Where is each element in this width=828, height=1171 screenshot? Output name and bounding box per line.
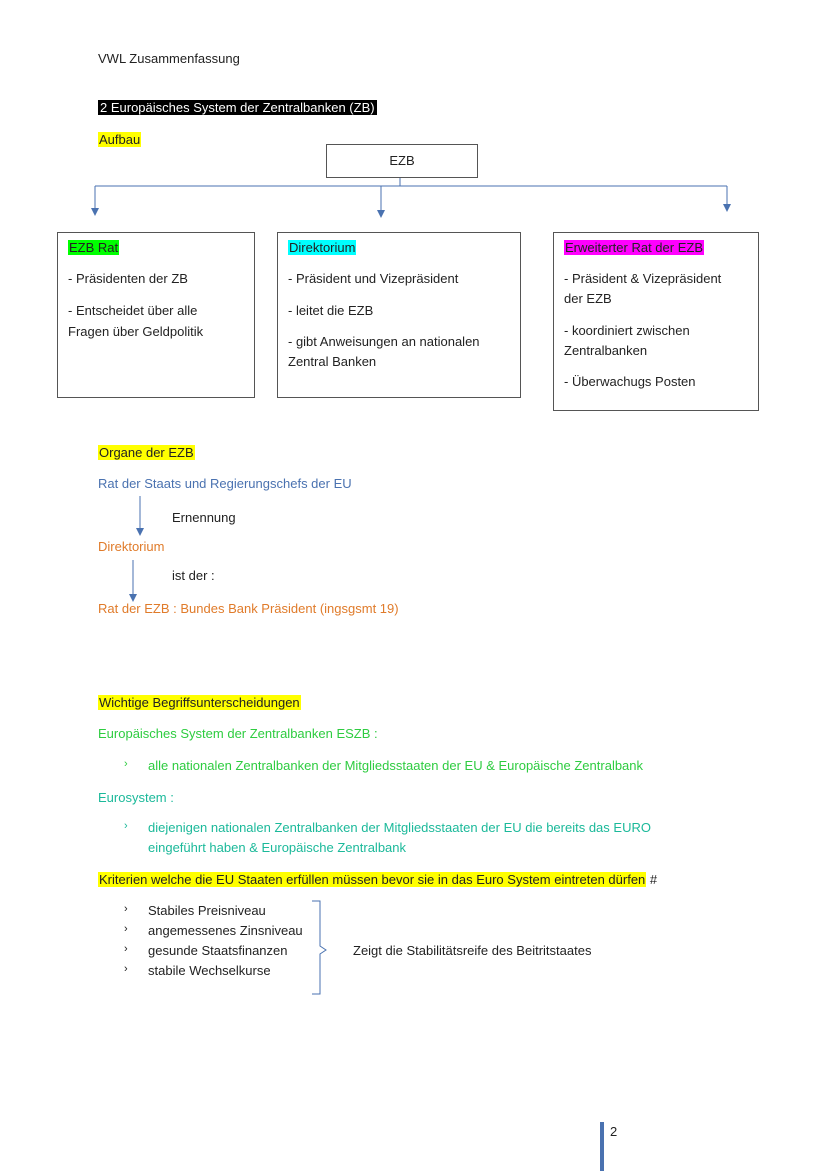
bullet-icon: ›	[124, 923, 128, 935]
page-number: 2	[610, 1124, 618, 1139]
page-number-bar	[600, 1122, 604, 1171]
kriterien-item: Stabiles Preisniveau	[148, 903, 266, 918]
kriterien-label	[98, 871, 657, 889]
begriffe-label-text: Wichtige Begriffsunterscheidungen	[99, 695, 300, 710]
kriterien-label-text: Kriterien welche die EU Staaten erfüllen müssen bevor sie in das Euro System eintreten dürfen	[99, 872, 646, 887]
org-box-line: Zentral Banken	[288, 354, 377, 369]
org-box-line: Fragen über Geldpolitik	[68, 324, 204, 339]
org-box-line: Zentralbanken	[564, 343, 648, 358]
organe-label-text: Organe der EZB	[99, 445, 194, 460]
org-box-line: - Überwachugs Posten	[564, 374, 696, 389]
bullet-icon: ›	[124, 758, 128, 770]
arrow-down-icon	[377, 210, 385, 218]
kriterien-item: stabile Wechselkurse	[148, 963, 271, 978]
arrow-down-icon	[136, 528, 144, 536]
kriterien-suffix: #	[649, 872, 658, 887]
org-box-ezb-rat	[57, 232, 255, 398]
bullet-icon: ›	[124, 963, 128, 975]
arrow-down-icon	[91, 208, 99, 216]
org-box-line: der EZB	[564, 291, 612, 306]
org-box-line: - Präsident und Vizepräsident	[288, 271, 459, 286]
org-box-ezb-label: EZB	[389, 153, 415, 168]
org-box-line: - gibt Anweisungen an nationalen	[288, 334, 480, 349]
section-title-text: 2 Europäisches System der Zentralbanken (ZB)	[100, 100, 375, 115]
arrow-down-icon	[723, 204, 731, 212]
organe-arrow-2-label: ist der :	[172, 568, 215, 583]
eurosystem-title: Eurosystem :	[98, 790, 174, 805]
org-box-direktorium	[277, 232, 521, 398]
aufbau-label-text: Aufbau	[99, 132, 141, 147]
organe-step-3: Rat der EZB : Bundes Bank Präsident (ingsgsmt 19)	[98, 601, 399, 616]
eszb-item: alle nationalen Zentralbanken der Mitgliedsstaaten der EU & Europäische Zentralbank	[148, 758, 644, 773]
org-box-line: - koordiniert zwischen	[564, 323, 690, 338]
org-box-line: - Entscheidet über alle	[68, 303, 198, 318]
org-box-title	[68, 238, 119, 258]
kriterien-item: gesunde Staatsfinanzen	[148, 943, 288, 958]
org-box-line: - leitet die EZB	[288, 303, 374, 318]
org-box-title-text: Direktorium	[289, 240, 356, 255]
bullet-icon: ›	[124, 943, 128, 955]
org-box-title	[288, 238, 356, 258]
org-box-line: - Präsidenten der ZB	[68, 271, 188, 286]
org-chart-connectors	[0, 0, 828, 230]
right-brace-icon	[308, 898, 332, 998]
org-box-ezb	[326, 144, 478, 178]
org-box-title-text: Erweiterter Rat der EZB	[565, 240, 703, 255]
bullet-icon: ›	[124, 820, 128, 832]
kriterien-note: Zeigt die Stabilitätsreife des Beitritstaates	[353, 943, 592, 958]
org-box-title	[564, 238, 704, 258]
bullet-icon: ›	[124, 903, 128, 915]
organe-arrow-1-label: Ernennung	[172, 510, 236, 525]
eszb-title: Europäisches System der Zentralbanken ESZB :	[98, 726, 378, 741]
organe-step-1: Rat der Staats und Regierungschefs der EU	[98, 476, 352, 491]
org-box-title-text: EZB Rat	[69, 240, 119, 255]
eurosystem-item-line-1: diejenigen nationalen Zentralbanken der Mitgliedsstaaten der EU die bereits das EURO	[148, 820, 651, 835]
org-box-erweiterter-rat	[553, 232, 759, 411]
organe-label	[98, 444, 195, 462]
begriffe-label	[98, 694, 301, 712]
document-header: VWL Zusammenfassung	[98, 51, 240, 66]
eurosystem-item-line-2: eingeführt haben & Europäische Zentralbank	[148, 840, 407, 855]
org-box-line: - Präsident & Vizepräsident	[564, 271, 722, 286]
organe-step-2: Direktorium	[98, 539, 165, 554]
kriterien-item: angemessenes Zinsniveau	[148, 923, 303, 938]
